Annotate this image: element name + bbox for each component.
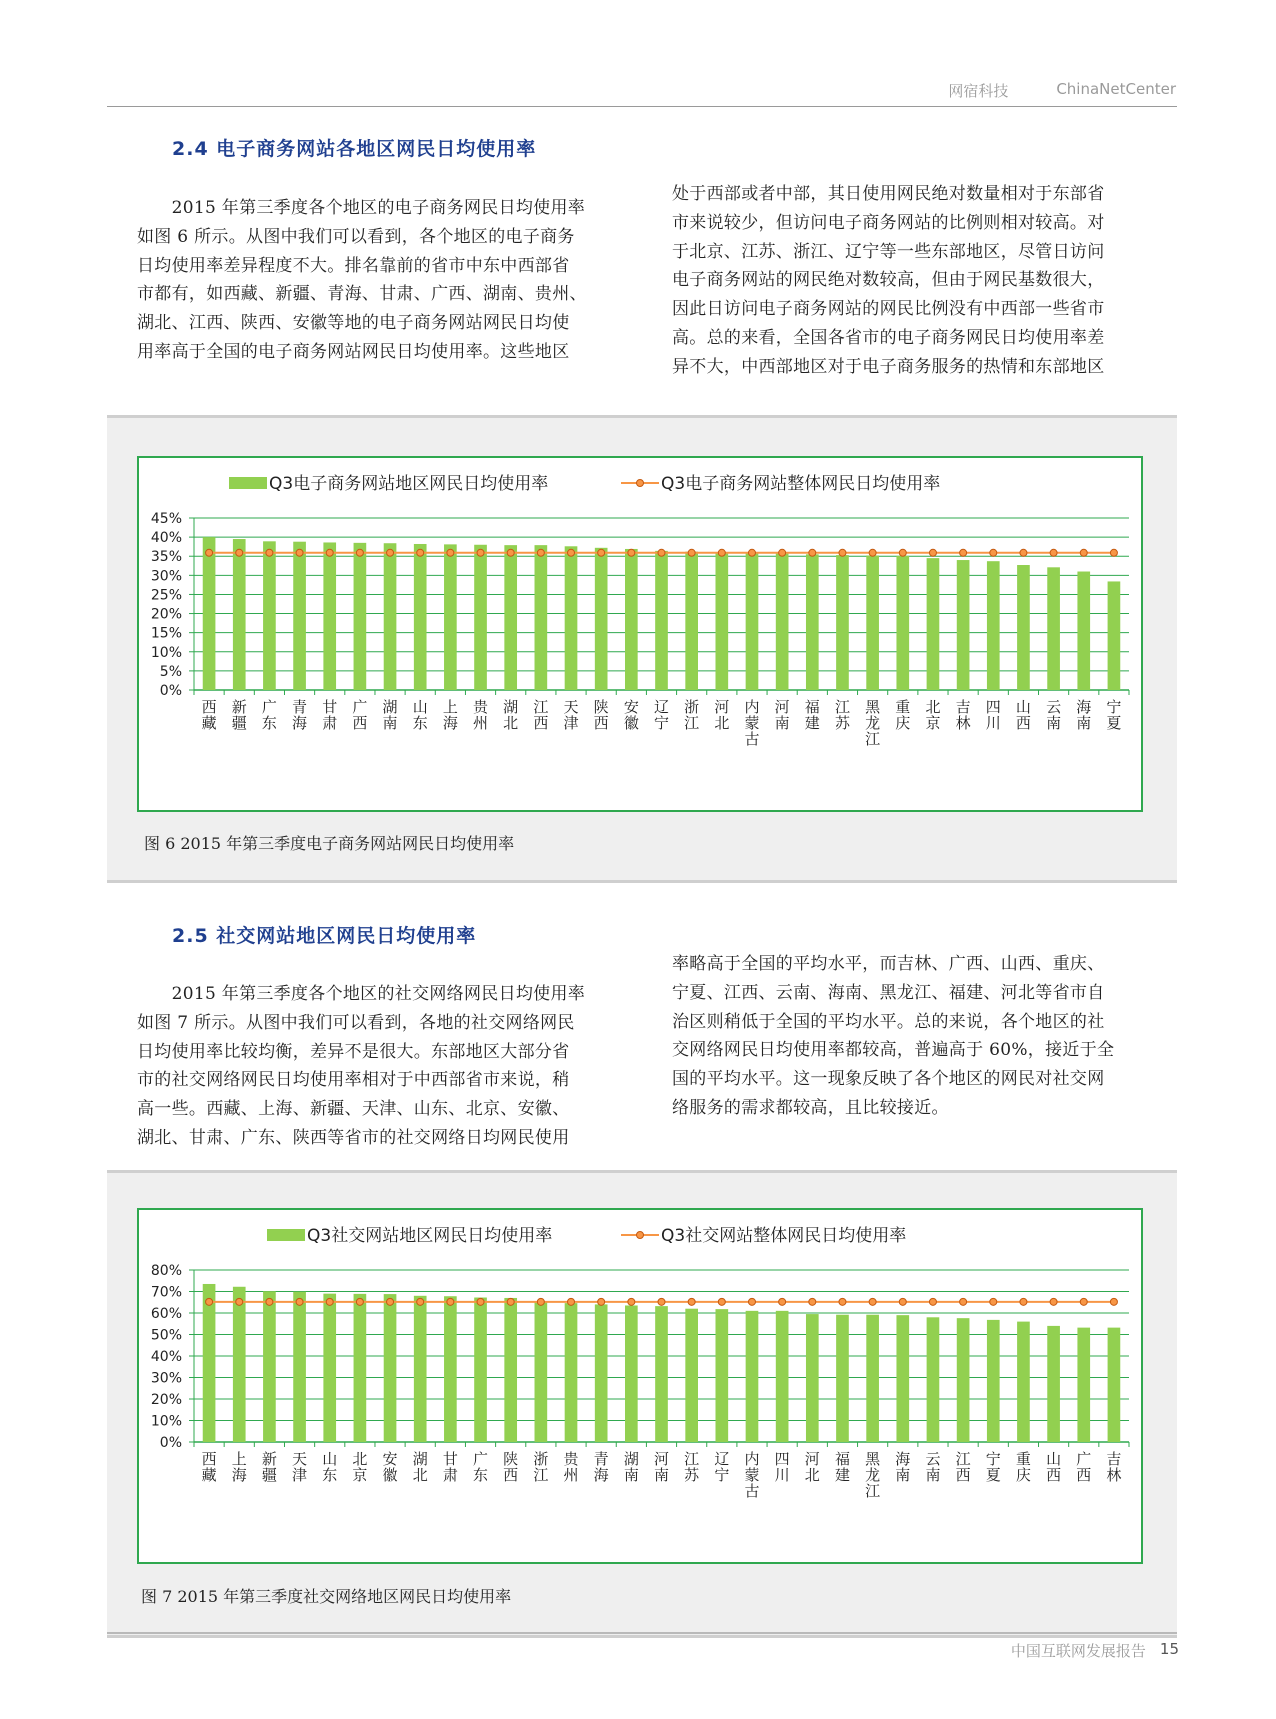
bar-宁夏 xyxy=(1108,581,1121,690)
y-tick-label: 10% xyxy=(150,644,182,661)
average-line-marker xyxy=(809,549,816,556)
x-tick-label: 黑龙江 xyxy=(865,1450,881,1500)
paragraph-line: 宁夏、江西、云南、海南、黑龙江、福建、河北等省市自 xyxy=(672,982,1105,1003)
bar-天津 xyxy=(293,1292,306,1442)
bar-河南 xyxy=(655,1306,668,1442)
bar-云南 xyxy=(1047,567,1060,690)
paragraph-line: 高一些。西藏、上海、新疆、天津、山东、北京、安徽、 xyxy=(137,1099,570,1120)
x-tick-label: 西藏 xyxy=(201,698,217,732)
bar-浙江 xyxy=(535,1302,548,1442)
average-line-marker xyxy=(839,549,846,556)
header-brand-cn: 网宿科技 xyxy=(948,82,1009,100)
paragraph-line: 治区则稍低于全国的平均水平。总的来说，各个地区的社 xyxy=(672,1011,1105,1032)
average-line-marker xyxy=(929,1298,936,1305)
average-line-marker xyxy=(688,1298,695,1305)
section-title-2-5: 2.5 社交网站地区网民日均使用率 xyxy=(172,925,477,947)
x-tick-label: 上海 xyxy=(442,698,458,732)
average-line-marker xyxy=(899,549,906,556)
x-tick-label: 河北 xyxy=(714,698,730,732)
figure-7-chart xyxy=(139,1210,1141,1562)
average-line-marker xyxy=(990,549,997,556)
bar-新疆 xyxy=(263,1291,276,1442)
average-line-marker xyxy=(356,1298,363,1305)
bar-内蒙古 xyxy=(746,1311,759,1442)
chart-legend xyxy=(267,1226,906,1246)
average-line-marker xyxy=(568,549,575,556)
x-tick-label: 吉林 xyxy=(955,698,971,732)
x-tick-label: 贵州 xyxy=(473,698,489,732)
paragraph-line: 用率高于全国的电子商务网站网民日均使用率。这些地区 xyxy=(137,341,570,362)
y-tick-label: 45% xyxy=(150,511,182,527)
paragraph-line: 日均使用率比较均衡，差异不是很大。东部地区大部分省 xyxy=(137,1041,570,1062)
bar-湖南 xyxy=(384,543,397,690)
y-tick-label: 50% xyxy=(150,1327,182,1344)
x-tick-label: 山东 xyxy=(412,698,428,732)
x-tick-label: 辽宁 xyxy=(714,1450,730,1484)
average-line-marker xyxy=(990,1298,997,1305)
paragraph-line: 高。总的来看，全国各省市的电子商务网民日均使用率差 xyxy=(672,327,1105,348)
page-number: 15 xyxy=(1159,1640,1179,1658)
average-line-marker xyxy=(809,1298,816,1305)
average-line-marker xyxy=(1050,1298,1057,1305)
y-tick-label: 20% xyxy=(150,606,182,623)
paragraph-line: 于北京、江苏、浙江、辽宁等一些东部地区，尽管日访问 xyxy=(672,241,1105,262)
x-tick-label: 江苏 xyxy=(684,1450,700,1484)
bar-上海 xyxy=(233,1287,246,1442)
bar-山西 xyxy=(1047,1326,1060,1442)
y-tick-label: 25% xyxy=(150,587,182,604)
x-tick-label: 陕西 xyxy=(503,1450,519,1484)
bar-北京 xyxy=(354,1294,367,1442)
x-tick-label: 西藏 xyxy=(201,1450,217,1484)
x-tick-label: 安徽 xyxy=(623,698,639,732)
paragraph-line: 湖北、甘肃、广东、陕西等省市的社交网络日均网民使用 xyxy=(137,1127,570,1148)
legend-line-marker xyxy=(637,480,644,487)
legend-bar-swatch xyxy=(229,477,267,489)
x-tick-label: 浙江 xyxy=(684,698,700,732)
y-tick-label: 70% xyxy=(150,1284,182,1301)
average-line-marker xyxy=(658,549,665,556)
bar-青海 xyxy=(595,1304,608,1442)
x-tick-label: 吉林 xyxy=(1106,1450,1122,1484)
bar-甘肃 xyxy=(323,542,336,690)
y-tick-label: 60% xyxy=(150,1306,182,1322)
average-line-marker xyxy=(960,1298,967,1305)
bar-陕西 xyxy=(504,1298,517,1442)
x-tick-label: 北京 xyxy=(925,698,941,732)
figure-7-panel xyxy=(107,1170,1177,1638)
average-line-marker xyxy=(688,549,695,556)
average-line-marker xyxy=(477,549,484,556)
average-line-marker xyxy=(628,549,635,556)
average-line-marker xyxy=(296,1298,303,1305)
section-title-2-4: 2.4 电子商务网站各地区网民日均使用率 xyxy=(172,138,537,160)
x-tick-label: 重庆 xyxy=(1015,1450,1031,1484)
bar-四川 xyxy=(776,1311,789,1442)
bar-西藏 xyxy=(203,1284,216,1442)
bar-湖南 xyxy=(625,1305,638,1442)
paragraph-line: 日均使用率差异程度不大。排名靠前的省市中东中西部省 xyxy=(137,255,570,276)
paragraph-line: 国的平均水平。这一现象反映了各个地区的网民对社交网 xyxy=(672,1069,1105,1090)
average-line-marker xyxy=(507,1298,514,1305)
legend-label-line: Q3电子商务网站整体网民日均使用率 xyxy=(661,474,941,494)
average-line-marker xyxy=(718,549,725,556)
x-tick-label: 广西 xyxy=(1076,1450,1092,1484)
bar-吉林 xyxy=(957,560,970,690)
average-line-marker xyxy=(929,549,936,556)
bar-辽宁 xyxy=(715,1309,728,1442)
bar-山东 xyxy=(323,1294,336,1442)
x-tick-label: 湖南 xyxy=(382,698,398,732)
bar-广东 xyxy=(474,1298,487,1442)
section-2-5-left-column xyxy=(137,980,617,1153)
bar-青海 xyxy=(293,542,306,690)
section-2-4-right-column xyxy=(672,180,1152,382)
bar-海南 xyxy=(896,1315,909,1442)
bar-内蒙古 xyxy=(746,552,759,690)
average-line-marker xyxy=(417,549,424,556)
x-tick-label: 青海 xyxy=(593,1450,609,1484)
legend-line-marker xyxy=(637,1232,644,1239)
page-header xyxy=(948,80,1176,101)
average-line-marker xyxy=(869,1298,876,1305)
bar-贵州 xyxy=(474,545,487,690)
average-line-marker xyxy=(537,549,544,556)
x-tick-label: 黑龙江 xyxy=(865,698,881,748)
average-line-marker xyxy=(1110,1298,1117,1305)
header-divider xyxy=(107,106,1177,107)
average-line-marker xyxy=(387,1298,394,1305)
average-line-marker xyxy=(387,549,394,556)
average-line-marker xyxy=(266,1298,273,1305)
paragraph-line: 交网络网民日均使用率都较高，普遍高于 60%，接近于全 xyxy=(672,1040,1115,1061)
bar-湖北 xyxy=(414,1296,427,1442)
figure-7-chart-frame xyxy=(137,1208,1143,1564)
x-tick-label: 宁夏 xyxy=(1106,698,1122,732)
x-tick-label: 四川 xyxy=(985,698,1001,732)
bar-山东 xyxy=(414,544,427,690)
y-tick-label: 80% xyxy=(150,1263,182,1279)
bar-山西 xyxy=(1017,565,1030,690)
average-line-marker xyxy=(869,549,876,556)
average-line-marker xyxy=(356,549,363,556)
average-line-marker xyxy=(326,549,333,556)
x-tick-label: 新疆 xyxy=(231,698,247,732)
average-line-marker xyxy=(748,1298,755,1305)
average-line-marker xyxy=(960,549,967,556)
y-tick-label: 35% xyxy=(150,549,182,566)
x-tick-label: 云南 xyxy=(1046,698,1062,732)
figure-6-chart xyxy=(139,458,1141,810)
bar-甘肃 xyxy=(444,1296,457,1442)
bar-安徽 xyxy=(625,549,638,690)
bar-江西 xyxy=(957,1318,970,1442)
x-tick-label: 甘肃 xyxy=(322,698,338,732)
legend-label-bars: Q3社交网站地区网民日均使用率 xyxy=(307,1226,553,1246)
bar-重庆 xyxy=(1017,1322,1030,1442)
average-line-marker xyxy=(477,1298,484,1305)
y-tick-label: 30% xyxy=(150,1370,182,1387)
average-line-marker xyxy=(598,1298,605,1305)
bar-四川 xyxy=(987,561,1000,690)
x-tick-label: 宁夏 xyxy=(985,1450,1001,1484)
y-tick-label: 15% xyxy=(150,625,182,642)
average-line-marker xyxy=(598,549,605,556)
bar-河北 xyxy=(806,1314,819,1442)
bar-海南 xyxy=(1077,572,1090,690)
average-line-marker xyxy=(206,1298,213,1305)
x-tick-label: 上海 xyxy=(231,1450,247,1484)
x-tick-label: 山西 xyxy=(1015,698,1031,732)
bar-安徽 xyxy=(384,1294,397,1442)
average-line-marker xyxy=(1020,1298,1027,1305)
average-line-marker xyxy=(296,549,303,556)
paragraph-line: 络服务的需求都较高，且比较接近。 xyxy=(672,1097,949,1118)
x-tick-label: 江西 xyxy=(955,1450,971,1484)
average-line-marker xyxy=(1020,549,1027,556)
y-tick-label: 30% xyxy=(150,568,182,585)
average-line-marker xyxy=(326,1298,333,1305)
average-line-marker xyxy=(658,1298,665,1305)
paragraph-line: 2015 年第三季度各个地区的社交网络网民日均使用率 xyxy=(137,984,586,1004)
bar-宁夏 xyxy=(987,1320,1000,1442)
average-line-marker xyxy=(568,1298,575,1305)
average-line-marker xyxy=(1080,549,1087,556)
average-line-marker xyxy=(748,549,755,556)
x-tick-label: 贵州 xyxy=(563,1450,579,1484)
page-footer xyxy=(1011,1640,1179,1661)
paragraph-line: 市的社交网络网民日均使用率相对于中西部省市来说，稍 xyxy=(137,1070,570,1091)
bar-浙江 xyxy=(685,552,698,690)
bar-广西 xyxy=(1077,1328,1090,1442)
bar-广西 xyxy=(354,543,367,690)
x-tick-label: 广东 xyxy=(261,698,277,732)
x-tick-label: 河南 xyxy=(653,1450,670,1484)
x-tick-label: 河南 xyxy=(774,698,790,732)
legend-label-bars: Q3电子商务网站地区网民日均使用率 xyxy=(269,474,549,494)
bar-西藏 xyxy=(203,537,216,690)
bar-吉林 xyxy=(1108,1328,1121,1442)
legend-bar-swatch xyxy=(267,1229,305,1241)
y-tick-label: 0% xyxy=(159,1435,182,1451)
paragraph-line: 市来说较少，但访问电子商务网站的比例则相对较高。对 xyxy=(672,212,1105,233)
paragraph-line: 率略高于全国的平均水平，而吉林、广西、山西、重庆、 xyxy=(672,954,1105,974)
bar-湖北 xyxy=(504,545,517,690)
x-tick-label: 海南 xyxy=(895,1450,911,1484)
x-tick-label: 内蒙古 xyxy=(744,1450,760,1500)
paragraph-line: 如图 6 所示。从图中我们可以看到，各个地区的电子商务 xyxy=(137,226,575,247)
bar-黑龙江 xyxy=(866,1315,879,1442)
figure-6-caption: 图 6 2015 年第三季度电子商务网站网民日均使用率 xyxy=(144,834,515,853)
average-line-marker xyxy=(447,549,454,556)
bar-贵州 xyxy=(565,1303,578,1442)
legend-label-line: Q3社交网站整体网民日均使用率 xyxy=(661,1226,907,1246)
paragraph-line: 市都有，如西藏、新疆、青海、甘肃、广西、湖南、贵州、 xyxy=(137,284,587,305)
average-line-marker xyxy=(718,1298,725,1305)
section-2-5-right-column xyxy=(672,950,1152,1123)
average-line-marker xyxy=(899,1298,906,1305)
paragraph-line: 处于西部或者中部，其日使用网民绝对数量相对于东部省 xyxy=(672,184,1105,204)
bar-云南 xyxy=(927,1317,940,1442)
y-tick-label: 40% xyxy=(150,530,182,547)
x-tick-label: 福建 xyxy=(804,698,820,732)
average-line-marker xyxy=(266,549,273,556)
x-tick-label: 安徽 xyxy=(382,1450,398,1484)
bar-河北 xyxy=(715,552,728,690)
bar-福建 xyxy=(836,1315,849,1442)
bar-江苏 xyxy=(685,1309,698,1442)
bar-北京 xyxy=(927,558,940,690)
x-tick-label: 海南 xyxy=(1076,698,1092,732)
average-line-marker xyxy=(236,1298,243,1305)
paragraph-line: 异不大，中西部地区对于电子商务服务的热情和东部地区 xyxy=(672,356,1105,377)
average-line-marker xyxy=(507,549,514,556)
x-tick-label: 浙江 xyxy=(533,1450,549,1484)
footer-divider xyxy=(107,1632,1177,1634)
x-tick-label: 山东 xyxy=(322,1450,338,1484)
average-line-marker xyxy=(417,1298,424,1305)
figure-7-caption: 图 7 2015 年第三季度社交网络地区网民日均使用率 xyxy=(141,1587,512,1606)
average-line-marker xyxy=(1050,549,1057,556)
average-line-marker xyxy=(779,549,786,556)
y-tick-label: 40% xyxy=(150,1349,182,1365)
bar-重庆 xyxy=(896,556,909,690)
average-line-marker xyxy=(1110,549,1117,556)
x-tick-label: 辽宁 xyxy=(653,698,670,732)
x-tick-label: 山西 xyxy=(1046,1450,1062,1484)
x-tick-label: 天津 xyxy=(563,698,579,732)
bar-河南 xyxy=(776,554,789,690)
footer-report-title: 中国互联网发展报告 xyxy=(1010,1642,1146,1660)
x-tick-label: 重庆 xyxy=(895,698,911,732)
paragraph-line: 2015 年第三季度各个地区的电子商务网民日均使用率 xyxy=(137,198,586,218)
bar-辽宁 xyxy=(655,551,668,690)
average-line-marker xyxy=(839,1298,846,1305)
bar-新疆 xyxy=(233,539,246,690)
x-tick-label: 青海 xyxy=(292,698,308,732)
x-tick-label: 广西 xyxy=(352,698,368,732)
bar-江苏 xyxy=(836,555,849,690)
x-tick-label: 云南 xyxy=(925,1450,941,1484)
x-tick-label: 陕西 xyxy=(593,698,609,732)
x-tick-label: 甘肃 xyxy=(442,1450,458,1484)
bar-江西 xyxy=(535,545,548,690)
x-tick-label: 江苏 xyxy=(834,698,850,732)
bar-上海 xyxy=(444,544,457,690)
chart-legend xyxy=(229,474,940,494)
average-line-marker xyxy=(206,549,213,556)
figure-6-panel xyxy=(107,415,1177,883)
header-brand-en: ChinaNetCenter xyxy=(1056,80,1176,98)
paragraph-line: 湖北、江西、陕西、安徽等地的电子商务网站网民日均使 xyxy=(137,313,570,334)
x-tick-label: 福建 xyxy=(834,1450,850,1484)
paragraph-line: 电子商务网站的网民绝对数较高，但由于网民基数很大， xyxy=(672,270,1105,291)
x-tick-label: 湖北 xyxy=(412,1450,428,1484)
average-line-marker xyxy=(236,549,243,556)
average-line-marker xyxy=(1080,1298,1087,1305)
y-tick-label: 10% xyxy=(150,1413,182,1430)
x-tick-label: 湖南 xyxy=(623,1450,639,1484)
figure-6-chart-frame xyxy=(137,456,1143,812)
x-tick-label: 河北 xyxy=(804,1450,820,1484)
paragraph-line: 因此日访问电子商务网站的网民比例没有中西部一些省市 xyxy=(672,299,1105,320)
x-tick-label: 天津 xyxy=(292,1450,308,1484)
bar-福建 xyxy=(806,554,819,690)
x-tick-label: 江西 xyxy=(533,698,549,732)
x-tick-label: 北京 xyxy=(352,1450,368,1484)
bar-广东 xyxy=(263,541,276,690)
section-2-4-left-column xyxy=(137,194,617,367)
y-tick-label: 0% xyxy=(159,683,182,699)
x-tick-label: 湖北 xyxy=(503,698,519,732)
bar-黑龙江 xyxy=(866,555,879,690)
y-tick-label: 20% xyxy=(150,1392,182,1408)
x-tick-label: 四川 xyxy=(774,1450,790,1484)
bar-天津 xyxy=(565,546,578,690)
average-line-marker xyxy=(628,1298,635,1305)
average-line-marker xyxy=(447,1298,454,1305)
x-tick-label: 内蒙古 xyxy=(744,698,760,748)
paragraph-line: 如图 7 所示。从图中我们可以看到，各地的社交网络网民 xyxy=(137,1012,575,1033)
x-tick-label: 新疆 xyxy=(261,1450,277,1484)
x-tick-label: 广东 xyxy=(473,1450,489,1484)
average-line-marker xyxy=(537,1298,544,1305)
average-line-marker xyxy=(779,1298,786,1305)
y-tick-label: 5% xyxy=(159,663,182,680)
bar-陕西 xyxy=(595,548,608,690)
